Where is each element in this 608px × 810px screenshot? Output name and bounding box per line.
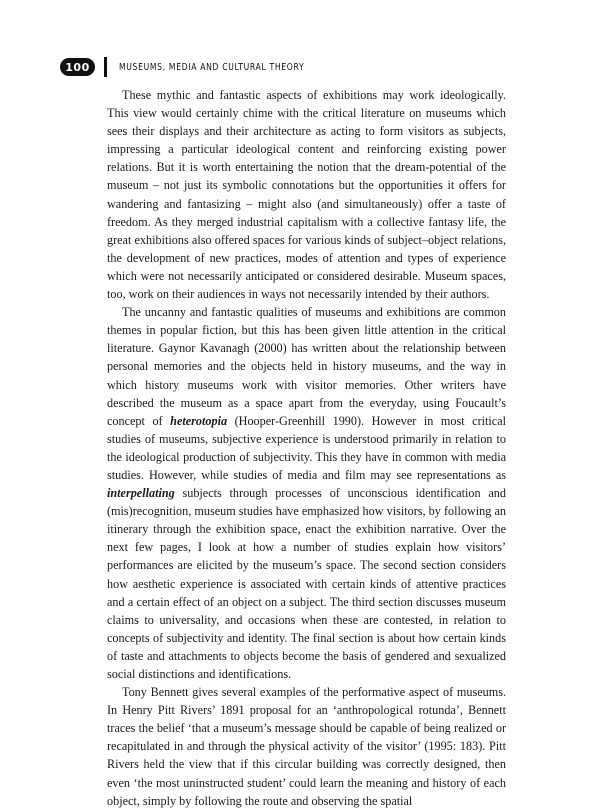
page-number-badge: 100 (60, 58, 95, 76)
paragraph-2 (107, 303, 506, 683)
paragraph-3: Tony Bennett gives several examples of the performative aspect of museums. In Henry Pitt Rivers’ 1891 proposal for an ‘anthropological rotunda’, Bennett traces the belief ‘that a museum’s message should be capable of being realized or recapitulated in and through the physical activity of the visitor’ (1995: 183). Pitt Rivers held the view that if this circular building was correctly designed, then even ‘the most uninstructed student’ could learn the meaning and history of each object, simply by following the route and observing the spatial (107, 685, 506, 808)
paragraph-2-part-2: (Hooper-Greenhill 1990). However in most critical studies of museums, subjective experience is understood primarily in relation to the ideological production of subjectivity. This they have in common with media studies. However, while studies of media and film may see representations as (107, 413, 506, 482)
paragraph-2-part-1: The uncanny and fantastic qualities of museums and exhibitions are common themes in popular fiction, but this has been given little attention in the critical literature. Gaynor Kavanagh (2000) has written about the relationship between personal memories and the objects held in history museums, and the way in which history museums work with visitor memories. Other writers have described the museum as a space apart from the everyday, using Foucault’s concept of (107, 305, 506, 428)
term-interpellating: interpellating (107, 486, 175, 501)
header-divider (104, 57, 107, 77)
body-text (107, 86, 506, 810)
running-title: MUSEUMS, MEDIA AND CULTURAL THEORY (119, 61, 305, 73)
term-heterotopia: heterotopia (170, 413, 228, 428)
paragraph-2-part-3: subjects through processes of unconscious identification and (mis)recognition, museum studies have emphasized how visitors, by following an itinerary through the exhibition space, enact the exhibition narrative. Over the next few pages, I look at how a number of studies explain how visitors’ performances are elicited by the museum’s space. The second section considers how aesthetic experience is associated with certain kinds of attentive practices and a certain effect of an object on a subject. The third section discusses museum claims to universality, and occasions when these are contested, in relation to concepts of subjectivity and identity. The final section is about how certain kinds of taste and attachments to objects become the basis of gendered and sexualized social distinctions and identifications. (107, 486, 506, 681)
paragraph-1: These mythic and fantastic aspects of exhibitions may work ideologically. This view would certainly chime with the critical literature on museums which sees their displays and their architecture as acting to form visitors as subjects, impressing a particular ideological content and reinforcing existing power relations. But it is worth entertaining the notion that the dream-potential of the museum – not just its symbolic connotations but the opportunities it offers for wandering and fantasizing – might also (and simultaneously) offer a taste of freedom. As they merged industrial capitalism with a collective fantasy life, the great exhibitions also offered spaces for various kinds of subject–object relations, the development of new practices, modes of attention and types of experience which were not necessarily anticipated or considered desirable. Museum spaces, too, work on their audiences in ways not necessarily intended by their authors. (107, 88, 506, 302)
running-header (60, 57, 337, 77)
